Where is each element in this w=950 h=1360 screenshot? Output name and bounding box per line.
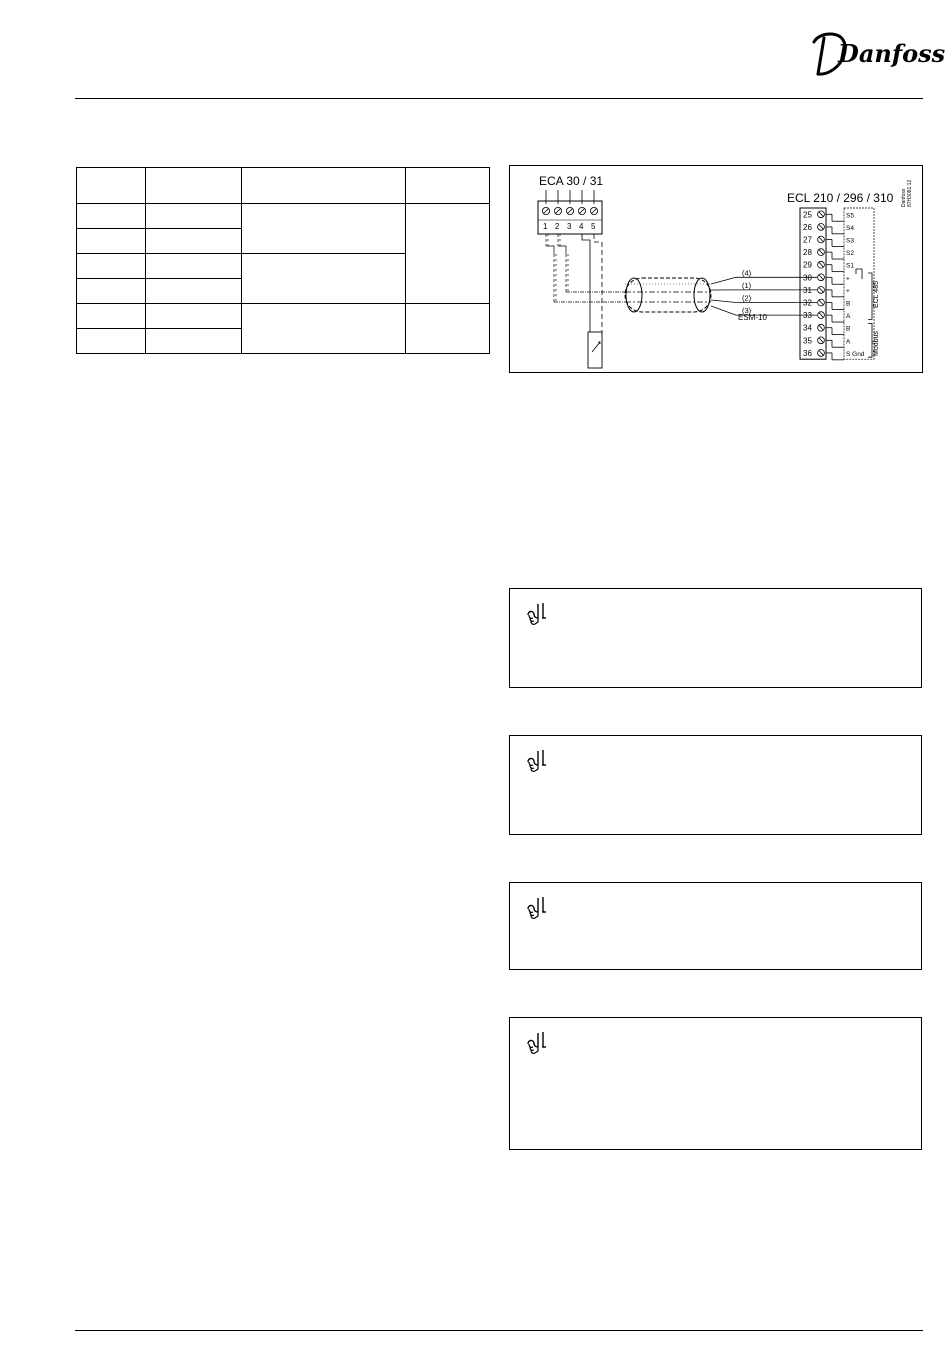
wire-label: (2) xyxy=(742,293,752,303)
ecl-screw-slot xyxy=(819,325,823,330)
ecl-terminal-number: 29 xyxy=(803,260,812,270)
eca-terminal-number: 1 xyxy=(543,222,548,231)
hand-icon xyxy=(525,1030,551,1056)
sensor-label: ESM-10 xyxy=(738,313,767,322)
table-cell xyxy=(77,254,146,279)
table-cell xyxy=(242,254,406,304)
ecl-signal-label: S3 xyxy=(846,237,854,245)
eca-terminal-number: 5 xyxy=(591,222,596,231)
danfoss-logo xyxy=(812,26,946,80)
ecl-signal-label: A xyxy=(846,338,851,346)
table-cell xyxy=(406,204,490,304)
ecl-signal-label: S4 xyxy=(846,224,854,232)
table-header-cell xyxy=(406,168,490,204)
ecl-signal-label: B xyxy=(846,300,851,308)
ecl-terminal-number: 36 xyxy=(803,348,812,358)
table-cell xyxy=(77,229,146,254)
table-cell xyxy=(242,204,406,254)
ecl-terminal-number: 31 xyxy=(803,285,812,295)
table-cell xyxy=(77,304,146,329)
ecl-screw-slot xyxy=(819,351,823,356)
ecl-signal-label: S2 xyxy=(846,250,854,258)
ecl-screw-slot xyxy=(819,237,823,242)
table-header-cell xyxy=(146,168,242,204)
ecl-label: ECL 210 / 296 / 310 xyxy=(787,191,894,205)
sensor-wire xyxy=(594,234,602,336)
wire-label: (3) xyxy=(742,306,752,316)
ecl-screw-slot xyxy=(819,300,823,305)
table-cell xyxy=(146,229,242,254)
eca-screw-slot xyxy=(544,209,549,214)
eca-screw-slot xyxy=(592,209,597,214)
ecl-signal-label: + xyxy=(846,275,850,283)
ecl-signal-label: S Gnd xyxy=(846,350,865,358)
ecl-signal-label: A xyxy=(846,313,851,321)
ecl-terminal-number: 25 xyxy=(803,210,812,220)
hand-icon xyxy=(525,748,551,774)
ecl-screw-slot xyxy=(819,250,823,255)
ecl-signal-label: + xyxy=(846,287,850,295)
ecl-terminal-number: 34 xyxy=(803,323,812,333)
ecl485-label: ECL 485 xyxy=(873,281,880,308)
wire-label: (4) xyxy=(742,268,752,278)
table-cell xyxy=(146,254,242,279)
table-cell xyxy=(77,204,146,229)
ref-code-line1: Danfoss xyxy=(901,188,907,207)
eca-screw-slot xyxy=(580,209,585,214)
table-header-cell xyxy=(77,168,146,204)
eca-wire-bend xyxy=(546,246,554,254)
note-box xyxy=(509,882,922,970)
cable-shield-end xyxy=(626,278,642,312)
ecl-terminal-number: 28 xyxy=(803,248,812,258)
modbus-label: Modbus xyxy=(873,331,880,356)
eca-terminal-number: 3 xyxy=(567,222,572,231)
brand-wordmark: Danfoss xyxy=(838,39,946,68)
ecl-fan-wire xyxy=(711,277,817,284)
table-cell xyxy=(146,279,242,304)
jumper-link xyxy=(856,269,862,279)
eca-terminal-number: 2 xyxy=(555,222,560,231)
header-rule xyxy=(75,98,923,99)
ecl-terminal-number: 33 xyxy=(803,311,812,321)
ecl-signal-label: B xyxy=(846,325,851,333)
table-cell xyxy=(146,329,242,354)
ecl-screw-slot xyxy=(819,212,823,217)
eca-label: ECA 30 / 31 xyxy=(539,174,604,188)
ecl-terminal-number: 32 xyxy=(803,298,812,308)
ecl-terminal-number: 26 xyxy=(803,222,812,232)
wiring-table xyxy=(76,167,490,354)
note-box xyxy=(509,1017,922,1150)
ecl485-bracket xyxy=(868,273,872,319)
eca-screw-slot xyxy=(568,209,573,214)
ecl-screw-slot xyxy=(819,275,823,280)
ecl-terminal-number: 35 xyxy=(803,336,812,346)
note-box xyxy=(509,588,922,688)
hand-icon xyxy=(525,895,551,921)
ecl-signal-label: S1 xyxy=(846,262,854,270)
table-cell xyxy=(77,329,146,354)
sensor-wire xyxy=(582,234,590,336)
ecl-screw-slot xyxy=(819,313,823,318)
hand-icon xyxy=(525,601,551,627)
cable-shield-end xyxy=(694,278,710,312)
modbus-bracket xyxy=(868,323,872,357)
eca-screw-slot xyxy=(556,209,561,214)
wiring-diagram xyxy=(509,165,923,373)
ref-code-line2: 87H3081.12 xyxy=(907,179,913,207)
ecl-screw-slot xyxy=(819,262,823,267)
table-cell xyxy=(406,304,490,354)
ecl-screw-slot xyxy=(819,225,823,230)
footer-rule xyxy=(75,1330,923,1331)
ecl-fan-wire xyxy=(711,300,817,303)
ecl-terminal-number: 30 xyxy=(803,273,812,283)
ecl-signal-label: S5 xyxy=(846,212,854,220)
note-box xyxy=(509,735,922,835)
eca-wire-bend xyxy=(558,246,566,254)
table-cell xyxy=(242,304,406,354)
table-header-cell xyxy=(242,168,406,204)
ecl-terminal-number: 27 xyxy=(803,235,812,245)
table-cell xyxy=(77,279,146,304)
ecl-screw-slot xyxy=(819,288,823,293)
esm10-sensor xyxy=(588,332,602,368)
cable-shield xyxy=(625,278,711,312)
table-cell xyxy=(146,304,242,329)
wire-label: (1) xyxy=(742,280,752,290)
table-cell xyxy=(146,204,242,229)
ecl-screw-slot xyxy=(819,338,823,343)
eca-terminal-number: 4 xyxy=(579,222,584,231)
